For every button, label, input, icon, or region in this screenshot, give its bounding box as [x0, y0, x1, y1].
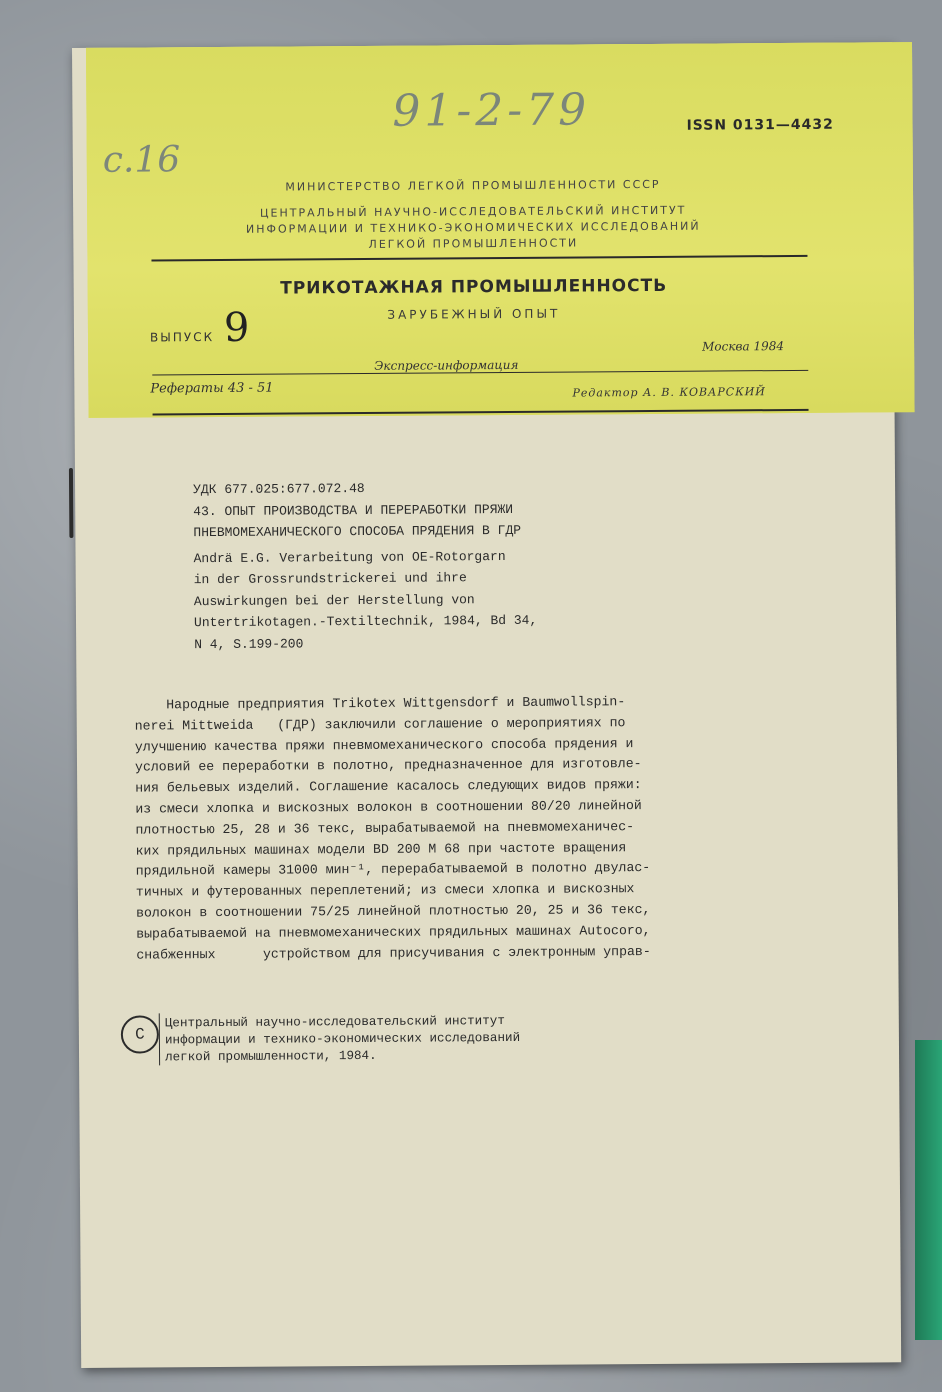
copyright-icon: С: [121, 1015, 159, 1053]
adjacent-green-booklet: [915, 1040, 942, 1340]
body-line: прядильной камеры 31000 мин⁻¹, перерабатываемой в полотно двулас-: [135, 860, 651, 879]
editor-name: Редактор А. В. КОВАРСКИЙ: [572, 385, 766, 400]
staple-mark: [69, 468, 73, 538]
body-line: ния бельевых изделий. Соглашение касалось следующих видов пряжи:: [135, 777, 642, 796]
source-line-5: N 4, S.199-200: [194, 635, 304, 652]
issue-label: ВЫПУСК: [149, 330, 215, 345]
handwritten-page-count: с.16: [102, 139, 181, 181]
body-line: плотностью 25, 28 и 36 текс, вырабатываемой на пневмомеханичес-: [135, 818, 635, 838]
udc-code: УДК 677.025:677.072.48: [193, 480, 365, 498]
body-line: волокон в соотношении 75/25 линейной плотностью 20, 25 и 36 текс,: [135, 901, 651, 921]
ministry-line-2: ЦЕНТРАЛЬНЫЙ НАУЧНО-ИССЛЕДОВАТЕЛЬСКИЙ ИНСТИТУТ: [259, 203, 687, 220]
copyright-line-2: информации и технико-экономических исследований: [164, 1030, 521, 1048]
body-line: Народные предприятия Trikotex Wittgensdorf и Baumwollspin-: [134, 694, 626, 713]
ministry-line-1: МИНИСТЕРСТВО ЛЕГКОЙ ПРОМЫШЛЕННОСТИ СССР: [285, 177, 661, 194]
body-line: из смеси хлопка и вискозных волокон в соотношении 80/20 линейной: [135, 798, 642, 817]
article-title-line-2: ПНЕВМОМЕХАНИЧЕСКОГО СПОСОБА ПРЯДЕНИЯ В ГДР: [193, 522, 522, 541]
article-body: [135, 692, 651, 966]
copyright-line-3: легкой промышленности, 1984.: [165, 1048, 377, 1065]
copyright-notice: [165, 1013, 521, 1066]
handwritten-catalog-number: 91-2-79: [392, 84, 591, 137]
ministry-line-4: ЛЕГКОЙ ПРОМЫШЛЕННОСТИ: [368, 236, 579, 251]
source-line-3: Auswirkungen bei der Herstellung von: [193, 591, 475, 609]
ministry-line-3: ИНФОРМАЦИИ И ТЕХНИКО-ЭКОНОМИЧЕСКИХ ИССЛЕДОВАНИЙ: [245, 219, 701, 236]
document-sheet: [72, 42, 901, 1368]
series-title: ТРИКОТАЖНАЯ ПРОМЫШЛЕННОСТЬ: [280, 275, 668, 299]
issue-number: 9: [223, 304, 250, 351]
article-reference-block: [193, 477, 537, 655]
body-line: улучшению качества пряжи пневмомеханического способа прядения и: [134, 735, 634, 755]
body-line: nerei Mittweida (ГДР) заключили соглашение о мероприятиях по: [134, 714, 626, 734]
issn-number: ISSN 0131—4432: [686, 116, 834, 134]
body-line: тичных и футерованных переплетений; из смеси хлопка и вискозных: [135, 881, 635, 900]
article-title-line-1: 43. ОПЫТ ПРОИЗВОДСТВА И ПЕРЕРАБОТКИ ПРЯЖИ: [193, 501, 514, 519]
source-line-4: Untertrikotagen.-Textiltechnik, 1984, Bd 34,: [193, 612, 538, 631]
copyright-line-1: Центральный научно-исследовательский институт: [164, 1014, 505, 1031]
abstracts-range: Рефераты 43 - 51: [150, 380, 274, 397]
body-line: условий ее переработки в полотно, предназначенное для изготовле-: [134, 756, 642, 775]
place-and-year: Москва 1984: [702, 339, 785, 354]
body-line: ких прядильных машинах модели BD 200 M 68 при частоте вращения: [135, 839, 627, 859]
source-line-2: in der Grossrundstrickerei und ihre: [193, 570, 467, 588]
series-subtitle: ЗАРУБЕЖНЫЙ ОПЫТ: [387, 306, 561, 322]
body-line: вырабатываемой на пневмомеханических прядильных машинах Autocoro,: [136, 922, 651, 942]
source-line-1: Andrä E.G. Verarbeitung von OE-Rotorgarn: [193, 548, 506, 566]
body-line: снабженных устройством для присучивания с электронным управ-: [136, 943, 651, 963]
express-information-label: Экспресс-информация: [374, 357, 519, 373]
